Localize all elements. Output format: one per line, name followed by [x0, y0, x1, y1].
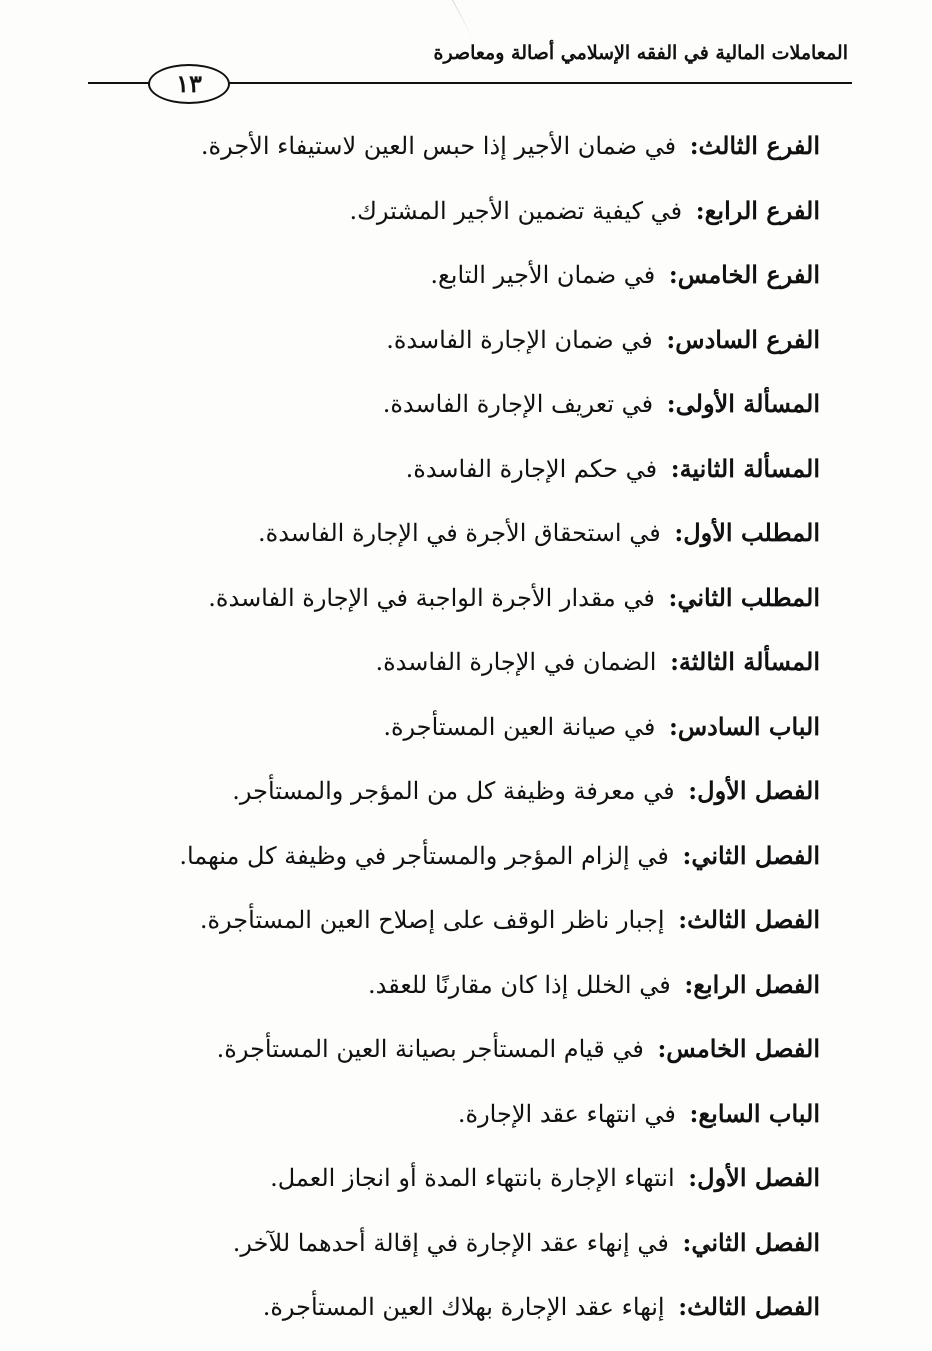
toc-entry-label: الباب السادس [677, 711, 820, 741]
toc-entry-separator: : [688, 776, 698, 805]
toc-entry [130, 187, 820, 252]
toc-entry-label: الفصل الثاني [691, 1227, 820, 1257]
toc-entry-separator: : [666, 389, 676, 418]
toc-entry [130, 1219, 820, 1284]
toc-entry-text: في إلزام المؤجر والمستأجر في وظيفة كل منهما. [179, 841, 669, 870]
toc-entry [130, 509, 820, 574]
toc-entry [130, 1154, 820, 1219]
toc-entry-label: الفصل الرابع [693, 969, 820, 999]
toc-entry-separator: : [689, 1098, 699, 1128]
toc-entry-separator: : [674, 518, 684, 547]
toc-entry-label: الباب السابع [698, 1098, 820, 1128]
toc-entry-text: في انتهاء عقد الإجارة. [457, 1099, 676, 1128]
toc-entry [130, 251, 820, 316]
toc-entry-separator: : [678, 905, 688, 934]
toc-entry-separator: : [668, 260, 678, 289]
toc-entry-text: في قيام المستأجر بصيانة العين المستأجرة. [216, 1035, 644, 1063]
page-number: ١٣ [148, 64, 230, 104]
toc-entry-separator: : [682, 1227, 692, 1257]
toc-entry [130, 638, 820, 703]
toc-entry-label: الفرع الثالث [698, 131, 820, 160]
toc-entry-label: المسألة الأولى [675, 389, 820, 418]
toc-entry-separator: : [688, 1163, 698, 1192]
toc-entry-text: الضمان في الإجارة الفاسدة. [375, 648, 657, 676]
toc-entry [130, 574, 820, 639]
toc-entry [130, 896, 820, 961]
toc-entry [130, 767, 820, 832]
toc-entry-separator: : [684, 969, 694, 999]
toc-entry-label: الفصل الثاني [691, 840, 820, 870]
toc-entry-label: الفرع الخامس [677, 260, 820, 289]
toc-entry-label: المسألة الثالثة [678, 647, 820, 676]
toc-entry-separator: : [689, 131, 699, 160]
toc-entry-separator: : [666, 324, 676, 354]
toc-entry-text: في استحقاق الأجرة في الإجارة الفاسدة. [258, 519, 661, 547]
toc-entry [130, 380, 820, 445]
toc-entry-label: الفرع الرابع [704, 195, 820, 225]
toc-entry-text: في معرفة وظيفة كل من المؤجر والمستأجر. [232, 777, 675, 805]
toc-entry-text: في الخلل إذا كان مقارنًا للعقد. [367, 970, 671, 999]
toc-entry-text: في ضمان الإجارة الفاسدة. [386, 325, 653, 354]
toc-entry-label: المطلب الأول [683, 518, 820, 547]
toc-entry-text: إنهاء عقد الإجارة بهلاك العين المستأجرة. [262, 1293, 665, 1321]
toc-entry-label: الفصل الثالث [687, 905, 820, 934]
toc-entry-text: في حكم الإجارة الفاسدة. [405, 454, 658, 483]
toc-entry-separator: : [668, 711, 678, 741]
toc-entry [130, 703, 820, 768]
toc-entry-text: في إنهاء عقد الإجارة في إقالة أحدهما للآخر. [232, 1228, 669, 1257]
toc-entry [130, 1090, 820, 1155]
toc-entry-text: في كيفية تضمين الأجير المشترك. [349, 196, 683, 225]
toc-entry-separator: : [695, 195, 705, 225]
toc-entry-label: الفصل الأول [697, 776, 820, 805]
toc-entry-label: الفصل الخامس [666, 1034, 820, 1063]
toc-entry-separator: : [678, 1292, 688, 1321]
toc-entry [130, 445, 820, 510]
scan-mark [452, 0, 474, 39]
toc-entry-text: إجبار ناظر الوقف على إصلاح العين المستأجرة. [199, 906, 665, 934]
toc-entry [130, 122, 820, 187]
toc-entry-text: انتهاء الإجارة بانتهاء المدة أو انجاز العمل. [270, 1164, 675, 1192]
toc-entry-separator: : [657, 1034, 667, 1063]
running-header-title: المعاملات المالية في الفقه الإسلامي أصالة ومعاصرة [433, 42, 848, 64]
toc-entry [130, 1283, 820, 1348]
toc-entry-label: الفصل الأول [697, 1163, 820, 1192]
toc-entry-separator: : [668, 582, 678, 612]
toc-entry [130, 961, 820, 1026]
toc-entry-label: المطلب الثاني [677, 582, 820, 612]
toc-entry-text: في صيانة العين المستأجرة. [383, 712, 656, 741]
toc-entry-separator: : [682, 840, 692, 870]
toc-entry-separator: : [670, 647, 679, 676]
toc-entry-label: المسألة الثانية [679, 453, 820, 483]
toc-entry-text: في ضمان الأجير إذا حبس العين لاستيفاء الأجرة. [200, 132, 677, 160]
table-of-contents [130, 122, 820, 1348]
toc-entry-label: الفصل الثالث [687, 1292, 820, 1321]
toc-entry [130, 1025, 820, 1090]
toc-entry-text: في مقدار الأجرة الواجبة في الإجارة الفاسدة. [208, 583, 655, 612]
toc-entry-separator: : [670, 453, 680, 483]
toc-entry-text: في تعريف الإجارة الفاسدة. [382, 390, 654, 418]
toc-entry [130, 316, 820, 381]
toc-entry [130, 832, 820, 897]
toc-entry-label: الفرع السادس [675, 324, 820, 354]
toc-entry-text: في ضمان الأجير التابع. [430, 261, 656, 289]
